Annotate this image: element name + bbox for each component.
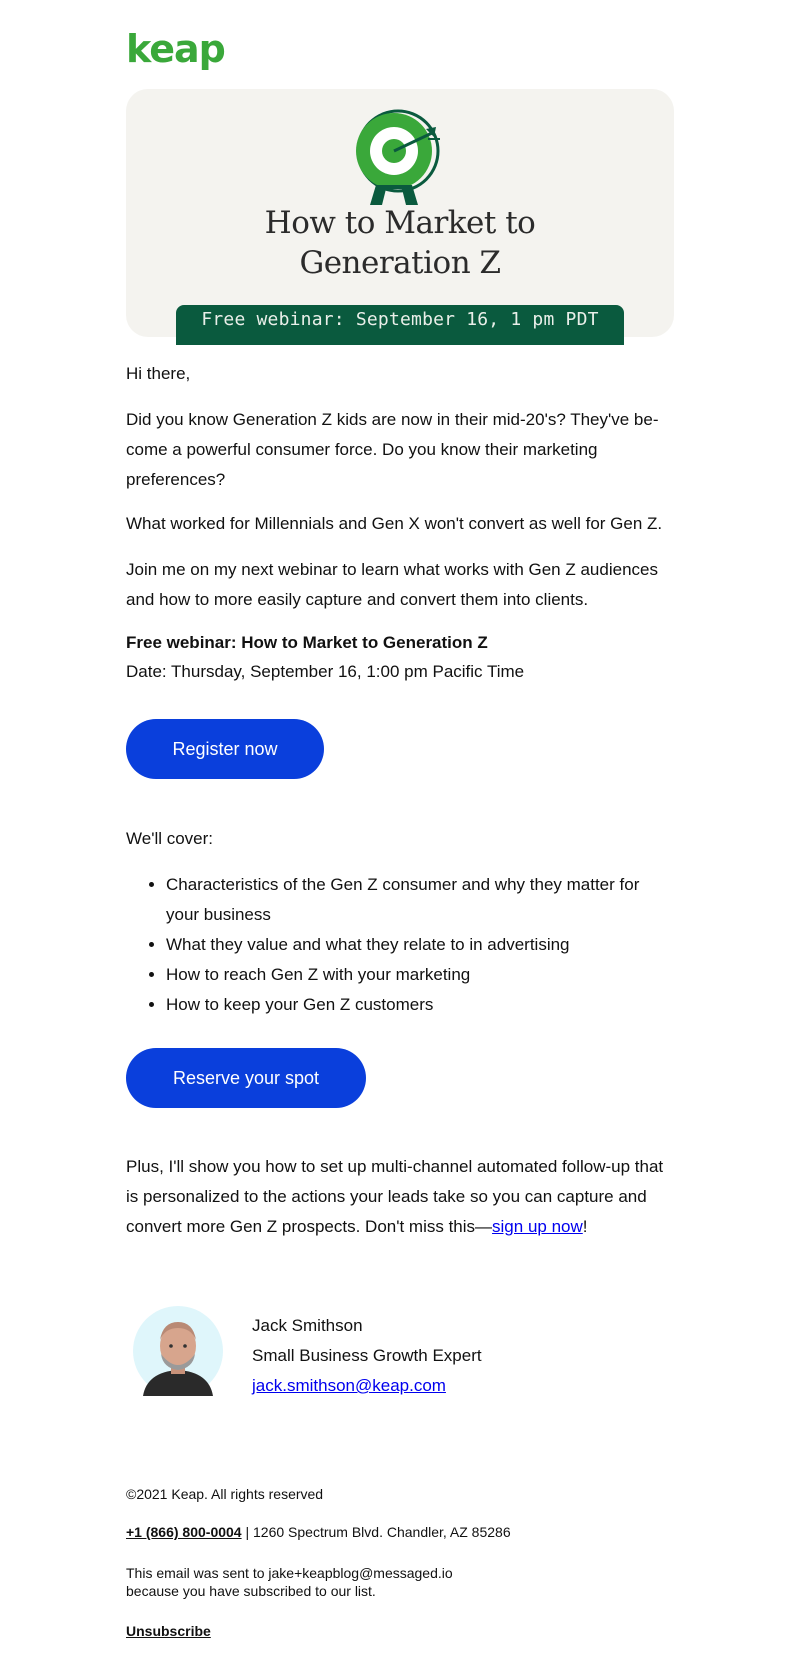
footer-sent-line1: This email was sent to jake+keapblog@messaged.io — [126, 1565, 453, 1581]
signature-email-link[interactable]: jack.smithson@keap.com — [252, 1376, 446, 1395]
keap-logo[interactable] — [126, 27, 225, 78]
signature-block — [252, 1311, 672, 1401]
sign-up-link[interactable]: sign up now — [492, 1217, 583, 1236]
greeting: Hi there, — [126, 364, 191, 383]
footer-copyright: ©2021 Keap. All rights reserved — [126, 1486, 324, 1502]
list-item: • What they value and what they relate to in advertising — [166, 930, 674, 960]
closing-text: Plus, I'll show you how to set up multi-channel automated follow-up that is personalized to the actions your leads take so you can capture and convert more Gen Z prospects. Don't miss this— — [126, 1157, 664, 1236]
list-item: • Characteristics of the Gen Z consumer and why they matter for your business — [166, 870, 674, 930]
closing-paragraph — [126, 1152, 674, 1242]
reserve-spot-button[interactable]: Reserve your spot — [126, 1048, 366, 1108]
register-now-button[interactable]: Register now — [126, 719, 324, 779]
footer-contact — [126, 1523, 686, 1541]
invite-paragraph: Join me on my next webinar to learn what works with Gen Z audiences and how to more easily capture and convert them into clients. — [126, 560, 658, 609]
hero-banner[interactable] — [126, 89, 674, 337]
closing-end: ! — [582, 1217, 588, 1236]
intro-paragraph: Did you know Generation Z kids are now in their mid-20's? They've be-come a powerful consumer force. Do you know their marketing preferences? — [126, 410, 659, 489]
unsubscribe-link[interactable]: Unsubscribe — [126, 1623, 211, 1639]
comparison-paragraph: What worked for Millennials and Gen X won't convert as well for Gen Z. — [126, 514, 663, 533]
list-item: • How to reach Gen Z with your marketing — [166, 960, 674, 990]
webinar-title: Free webinar: How to Market to Generation Z — [126, 633, 488, 652]
list-item: • How to keep your Gen Z customers — [166, 990, 674, 1020]
svg-text:keap: keap — [126, 27, 225, 71]
hero-title-line1: How to Market to — [264, 205, 536, 241]
footer-sent-line2: because you have subscribed to our list. — [126, 1583, 376, 1599]
signature-name: Jack Smithson — [252, 1316, 363, 1335]
avatar — [133, 1306, 223, 1396]
signature-title: Small Business Growth Expert — [252, 1346, 482, 1365]
hero-title-line2: Generation Z — [299, 245, 501, 281]
footer-address: | 1260 Spectrum Blvd. Chandler, AZ 85286 — [241, 1524, 511, 1540]
cover-list — [126, 870, 674, 1020]
hero-webinar-banner: Free webinar: September 16, 1 pm PDT — [176, 305, 624, 345]
target-icon — [354, 109, 446, 205]
webinar-date: Date: Thursday, September 16, 1:00 pm Pacific Time — [126, 662, 525, 681]
cover-intro: We'll cover: — [126, 829, 214, 848]
footer-phone-link[interactable]: +1 (866) 800-0004 — [126, 1524, 242, 1540]
